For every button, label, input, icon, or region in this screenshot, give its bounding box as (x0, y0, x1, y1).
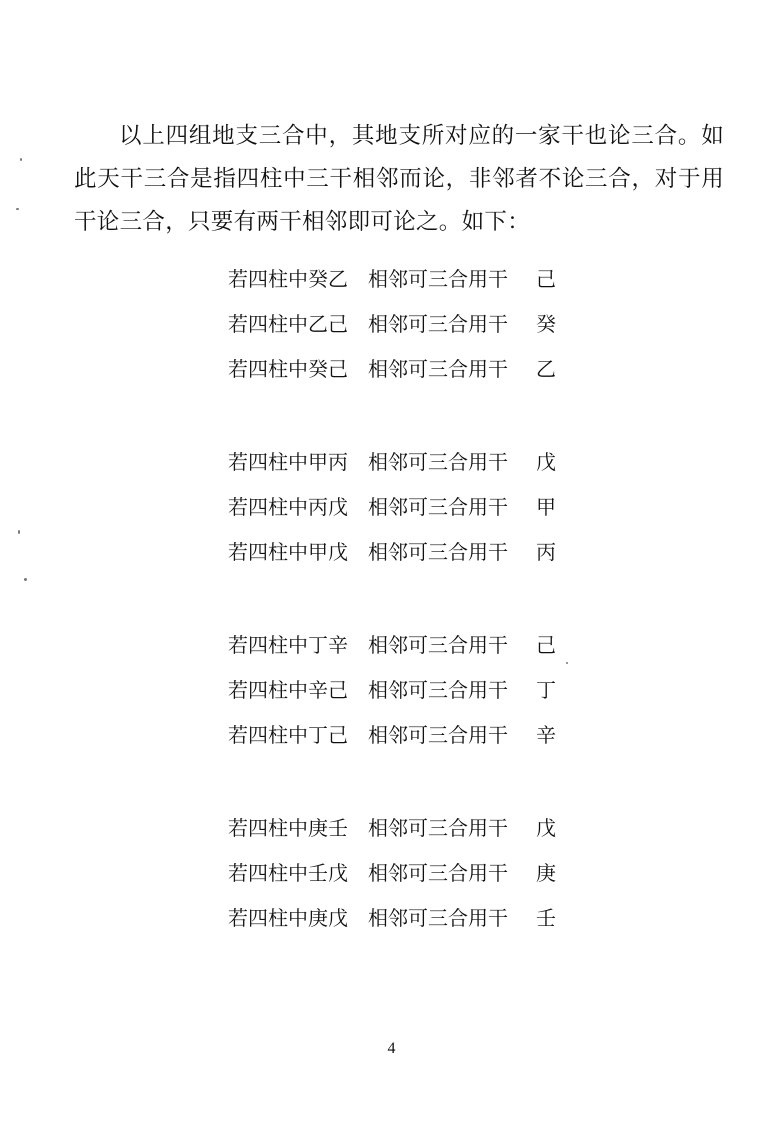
scan-speck (24, 578, 27, 581)
condition-text: 若四柱中丙戊 (228, 495, 348, 519)
result-stem: 戊 (536, 816, 556, 840)
relation-text: 相邻可三合用干 (368, 723, 508, 747)
scan-speck (18, 530, 20, 534)
combination-row (228, 347, 588, 392)
result-stem: 癸 (536, 312, 556, 336)
combination-row (228, 530, 588, 575)
combination-row (228, 668, 588, 713)
relation-text: 相邻可三合用干 (368, 312, 508, 336)
combination-row (228, 851, 588, 896)
condition-text: 若四柱中辛己 (228, 678, 348, 702)
condition-text: 若四柱中壬戊 (228, 861, 348, 885)
result-stem: 己 (536, 633, 556, 657)
relation-text: 相邻可三合用干 (368, 633, 508, 657)
condition-text: 若四柱中庚壬 (228, 816, 348, 840)
combination-group (228, 623, 588, 758)
relation-text: 相邻可三合用干 (368, 357, 508, 381)
intro-paragraph: 以上四组地支三合中，其地支所对应的一家干也论三合。如此天干三合是指四柱中三干相邻而论，非邻者不论三合，对于用干论三合，只要有两干相邻即可论之。如下： (74, 123, 724, 235)
condition-text: 若四柱中甲戊 (228, 540, 348, 564)
combination-list (228, 257, 588, 989)
relation-text: 相邻可三合用干 (368, 495, 508, 519)
scan-speck (20, 158, 22, 161)
combination-row (228, 806, 588, 851)
combination-row (228, 440, 588, 485)
condition-text: 若四柱中丁辛 (228, 633, 348, 657)
condition-text: 若四柱中庚戊 (228, 906, 348, 930)
condition-text: 若四柱中丁己 (228, 723, 348, 747)
relation-text: 相邻可三合用干 (368, 861, 508, 885)
combination-row (228, 485, 588, 530)
combination-group (228, 806, 588, 941)
relation-text: 相邻可三合用干 (368, 267, 508, 291)
result-stem: 己 (536, 267, 556, 291)
result-stem: 丙 (536, 540, 556, 564)
condition-text: 若四柱中甲丙 (228, 450, 348, 474)
result-stem: 壬 (536, 906, 556, 930)
relation-text: 相邻可三合用干 (368, 450, 508, 474)
relation-text: 相邻可三合用干 (368, 678, 508, 702)
result-stem: 庚 (536, 861, 556, 885)
scan-speck (16, 208, 19, 210)
condition-text: 若四柱中癸乙 (228, 267, 348, 291)
scan-speck (566, 662, 568, 664)
combination-group (228, 440, 588, 575)
combination-row (228, 713, 588, 758)
condition-text: 若四柱中乙己 (228, 312, 348, 336)
result-stem: 辛 (536, 723, 556, 747)
result-stem: 戊 (536, 450, 556, 474)
combination-row (228, 896, 588, 941)
combination-row (228, 302, 588, 347)
result-stem: 甲 (536, 495, 556, 519)
condition-text: 若四柱中癸己 (228, 357, 348, 381)
page-number: 4 (387, 1040, 396, 1057)
result-stem: 乙 (536, 357, 556, 381)
relation-text: 相邻可三合用干 (368, 906, 508, 930)
result-stem: 丁 (536, 678, 556, 702)
relation-text: 相邻可三合用干 (368, 540, 508, 564)
relation-text: 相邻可三合用干 (368, 816, 508, 840)
combination-group (228, 257, 588, 392)
combination-row (228, 257, 588, 302)
combination-row (228, 623, 588, 668)
